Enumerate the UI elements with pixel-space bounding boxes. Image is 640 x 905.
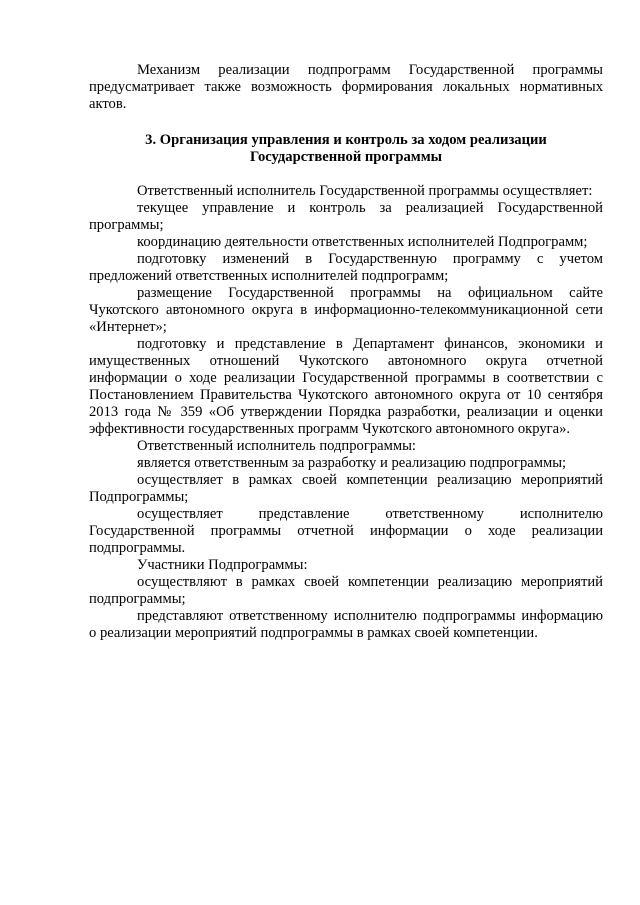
paragraph-website-posting: размещение Государственной программы на официальном сайте Чукотского автономного округа в информационно-телекоммуникационной сети «Интернет»; [89,285,603,335]
paragraph-participants-provide: представляют ответственному исполнителю подпрограммы информацию о реализации мероприятий подпрограммы в рамках своей компетенции. [89,608,603,641]
paragraph-participants: Участники Подпрограммы: [137,557,308,573]
paragraph-responsible-executor: Ответственный исполнитель Государственной программы осуществляет: [137,183,593,199]
section-title-line-2: Государственной программы [249,149,443,165]
paragraph-preparing-changes: подготовку изменений в Государственную программу с учетом предложений ответственных исполнителей подпрограмм; [89,251,603,284]
section-title-line-1: 3. Организация управления и контроль за ходом реализации [145,132,547,148]
paragraph-provides-reporting: осуществляет представление ответственному исполнителю Государственной программы отчетной информации о ходе реализации подпрограммы. [89,506,603,556]
paragraph-coordination: координацию деятельности ответственных исполнителей Подпрограмм; [137,234,588,250]
intro-paragraph: Механизм реализации подпрограмм Государственной программы предусматривает также возможность формирования локальных нормативных актов. [89,62,603,112]
paragraph-current-management: текущее управление и контроль за реализацией Государственной программы; [89,200,603,233]
section-body [89,183,603,642]
paragraph-participants-implement: осуществляют в рамках своей компетенции реализацию мероприятий подпрограммы; [89,574,603,607]
paragraph-responsible-for-development: является ответственным за разработку и реализацию подпрограммы; [137,455,567,471]
paragraph-subprogram-executor: Ответственный исполнитель подпрограммы: [137,438,416,454]
intro-section [89,62,603,113]
paragraph-implements-activities: осуществляет в рамках своей компетенции реализацию мероприятий Подпрограммы; [89,472,603,505]
section-heading [89,132,603,166]
paragraph-reporting: подготовку и представление в Департамент финансов, экономики и имущественных отношений Чукотского автономного округа отчетной информации о ходе реализации Государственной программы в соответствии с Постановлением Правительства Чукотского автономного округа от 10 сентября 2013 года № 359 «Об утверждении Порядка разработки, реализации и оценки эффективности государственных программ Чукотского автономного округа». [89,336,603,437]
